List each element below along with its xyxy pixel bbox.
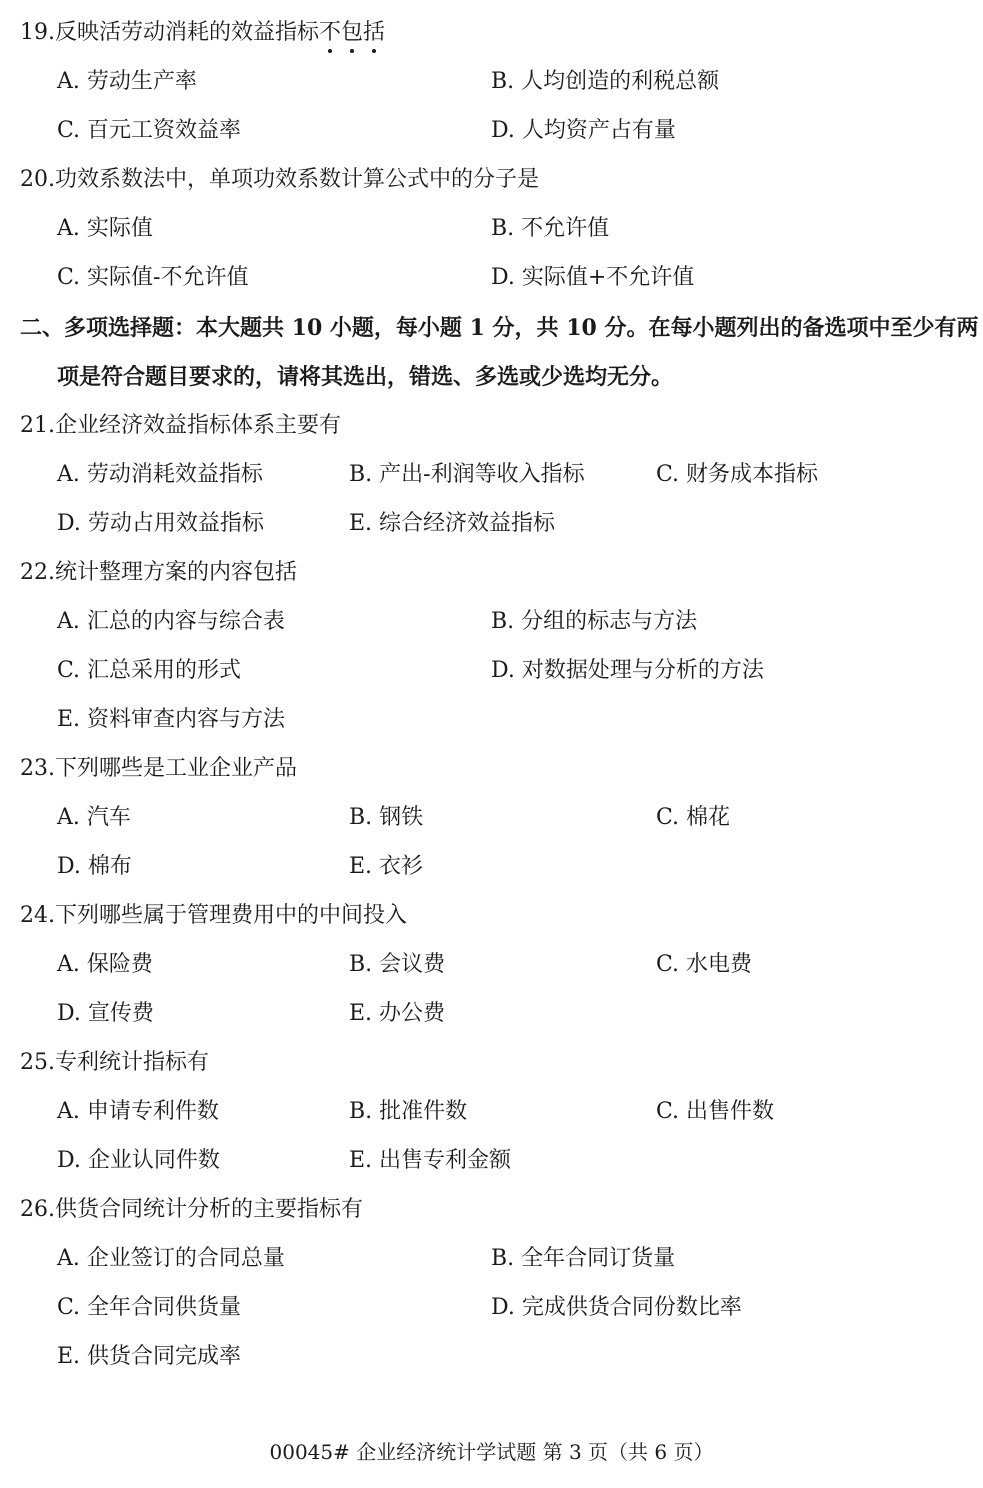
question-stem-24 xyxy=(20,901,407,931)
option-26-e: E. 供货合同完成率 xyxy=(57,1344,242,1369)
option-19-d: D. 人均资产占有量 xyxy=(491,118,676,143)
option-22-e: E. 资料审查内容与方法 xyxy=(57,707,286,732)
question-stem-20 xyxy=(20,165,539,195)
option-23-b: B. 钢铁 xyxy=(349,805,424,830)
option-22-d: D. 对数据处理与分析的方法 xyxy=(491,658,764,683)
option-23-a: A. 汽车 xyxy=(57,805,131,830)
option-21-b: B. 产出-利润等收入指标 xyxy=(349,462,585,487)
option-21-e: E. 综合经济效益指标 xyxy=(349,511,556,536)
question-text: 下列哪些是工业企业产品 xyxy=(55,756,298,781)
option-20-d: D. 实际值+不允许值 xyxy=(491,265,695,290)
question-number: 20. xyxy=(20,167,55,192)
option-24-b: B. 会议费 xyxy=(349,952,446,977)
question-number: 25. xyxy=(20,1050,55,1075)
option-20-b: B. 不允许值 xyxy=(491,216,610,241)
question-stem-26 xyxy=(20,1195,363,1225)
option-25-c: C. 出售件数 xyxy=(656,1099,775,1124)
question-number: 26. xyxy=(20,1197,55,1222)
option-21-d: D. 劳动占用效益指标 xyxy=(57,511,264,536)
option-19-c: C. 百元工资效益率 xyxy=(57,118,242,143)
option-24-c: C. 水电费 xyxy=(656,952,753,977)
option-20-a: A. 实际值 xyxy=(57,216,153,241)
option-22-c: C. 汇总采用的形式 xyxy=(57,658,242,683)
question-stem-25 xyxy=(20,1048,209,1078)
option-24-a: A. 保险费 xyxy=(57,952,153,977)
question-stem-21 xyxy=(20,411,341,441)
question-stem-22 xyxy=(20,558,297,588)
option-20-c: C. 实际值-不允许值 xyxy=(57,265,249,290)
question-number: 24. xyxy=(20,903,55,928)
question-text: 反映活劳动消耗的效益指标 xyxy=(55,20,320,45)
question-number: 21. xyxy=(20,413,55,438)
option-22-a: A. 汇总的内容与综合表 xyxy=(57,609,285,634)
option-25-e: E. 出售专利金额 xyxy=(349,1148,512,1173)
emphasized-char: 不 xyxy=(319,20,341,45)
section-heading: 二、多项选择题：本大题共 10 小题，每小题 1 分，共 10 分。在每小题列出的备选项中至少有两 xyxy=(20,315,979,341)
question-number: 19. xyxy=(20,20,55,45)
option-21-a: A. 劳动消耗效益指标 xyxy=(57,462,263,487)
option-23-c: C. 棉花 xyxy=(656,805,731,830)
option-19-a: A. 劳动生产率 xyxy=(57,69,197,94)
option-26-b: B. 全年合同订货量 xyxy=(491,1246,676,1271)
question-text: 功效系数法中，单项功效系数计算公式中的分子是 xyxy=(55,167,540,192)
option-21-c: C. 财务成本指标 xyxy=(656,462,819,487)
option-26-d: D. 完成供货合同份数比率 xyxy=(491,1295,742,1320)
option-24-e: E. 办公费 xyxy=(349,1001,446,1026)
question-number: 23. xyxy=(20,756,55,781)
option-22-b: B. 分组的标志与方法 xyxy=(491,609,698,634)
question-text: 企业经济效益指标体系主要有 xyxy=(55,413,342,438)
option-26-c: C. 全年合同供货量 xyxy=(57,1295,242,1320)
emphasized-char: 包 xyxy=(341,20,363,45)
question-stem-23 xyxy=(20,754,297,784)
section-heading-continued: 项是符合题目要求的，请将其选出，错选、多选或少选均无分。 xyxy=(57,364,674,390)
page-footer: 00045# 企业经济统计学试题 第 3 页（共 6 页） xyxy=(269,1440,714,1464)
question-text: 统计整理方案的内容包括 xyxy=(55,560,298,585)
option-25-b: B. 批准件数 xyxy=(349,1099,468,1124)
question-stem-19 xyxy=(20,18,385,48)
question-text: 供货合同统计分析的主要指标有 xyxy=(55,1197,364,1222)
option-23-e: E. 衣衫 xyxy=(349,854,424,879)
emphasized-char: 括 xyxy=(363,20,385,45)
question-text: 下列哪些属于管理费用中的中间投入 xyxy=(55,903,408,928)
option-24-d: D. 宣传费 xyxy=(57,1001,154,1026)
question-text: 专利统计指标有 xyxy=(55,1050,210,1075)
option-19-b: B. 人均创造的利税总额 xyxy=(491,69,720,94)
option-25-d: D. 企业认同件数 xyxy=(57,1148,220,1173)
option-25-a: A. 申请专利件数 xyxy=(57,1099,219,1124)
question-number: 22. xyxy=(20,560,55,585)
option-26-a: A. 企业签订的合同总量 xyxy=(57,1246,285,1271)
option-23-d: D. 棉布 xyxy=(57,854,132,879)
